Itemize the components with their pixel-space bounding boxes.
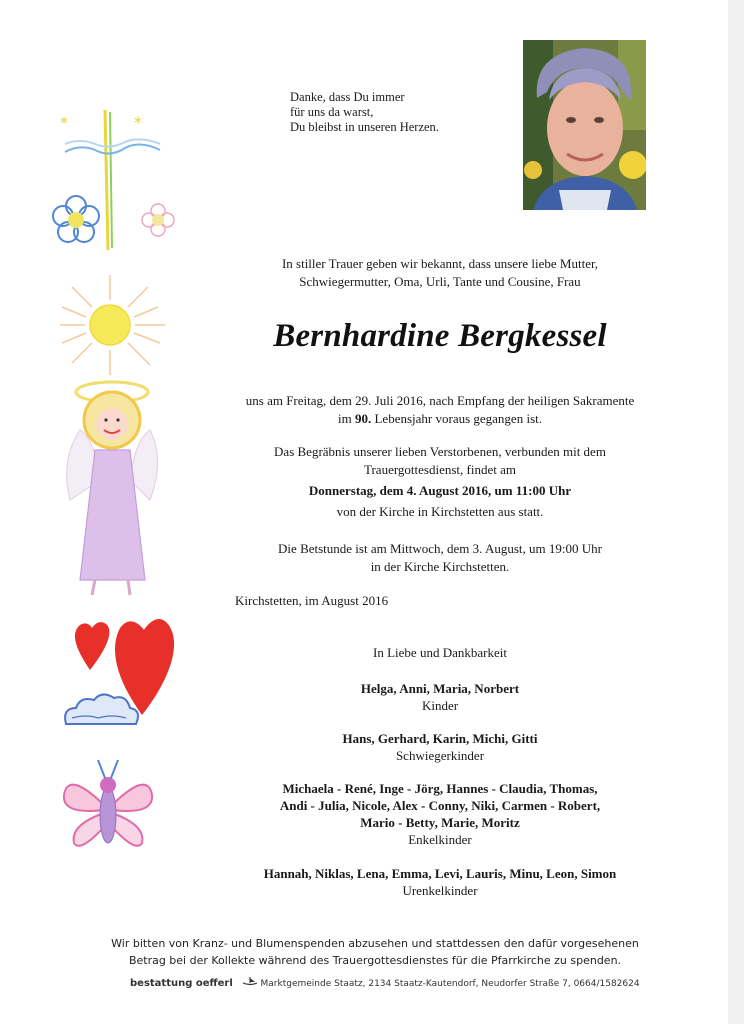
age: 90. <box>354 411 372 426</box>
passing-line <box>160 410 720 428</box>
cloud-icon <box>65 694 138 724</box>
passing-notice <box>160 392 720 428</box>
family-relation: Schwiegerkinder <box>395 748 485 763</box>
dankbarkeit-line: In Liebe und Dankbarkeit <box>373 645 507 660</box>
request-line: Betrag bei der Kollekte während des Trauergottesdienstes für die Pfarrkirche zu spenden. <box>128 954 622 967</box>
family-names: Helga, Anni, Maria, Norbert <box>360 681 520 696</box>
family-names: Mario - Betty, Marie, Moritz <box>360 815 520 830</box>
flower-icon <box>53 196 99 242</box>
ship-icon <box>242 979 261 989</box>
quote-line: für uns da warst, <box>290 105 374 119</box>
funeral-home-address: Marktgemeinde Staatz, 2134 Staatz-Kautendorf, Neudorfer Straße 7, 0664/1582624 <box>260 979 640 989</box>
funeral-line: von der Kirche in Kirchstetten aus statt. <box>336 504 544 519</box>
intro-line: Schwiegermutter, Oma, Urli, Tante und Cousine, Frau <box>299 274 581 289</box>
family-names: Hans, Gerhard, Karin, Michi, Gitti <box>342 731 538 746</box>
memorial-quote <box>290 90 500 135</box>
portrait-photo <box>523 40 646 210</box>
sun-icon <box>60 275 165 375</box>
vigil-line: Die Betstunde ist am Mittwoch, dem 3. August, um 19:00 Uhr <box>278 541 602 556</box>
quote-line: Danke, dass Du immer <box>290 90 405 104</box>
funeral-home-footer <box>130 977 690 989</box>
page-edge <box>728 0 744 1024</box>
passing-line: uns am Freitag, dem 29. Juli 2016, nach Empfang der heiligen Sakramente <box>245 393 635 408</box>
family-relation: Urenkelkinder <box>402 883 478 898</box>
svg-text:*: * <box>60 113 68 132</box>
announcement-intro <box>160 255 720 291</box>
heart-icon <box>75 622 109 670</box>
family-names: Michaela - René, Inge - Jörg, Hannes - Claudia, Thomas, <box>282 781 598 796</box>
deceased-name: Bernhardine Bergkessel <box>273 318 607 354</box>
request-line: Wir bitten von Kranz- und Blumenspenden abzusehen und stattdessen den dafür vorgesehenen <box>111 937 639 950</box>
quote-line: Du bleibst in unseren Herzen. <box>290 120 439 134</box>
family-names: Andi - Julia, Nicole, Alex - Conny, Niki, Carmen - Robert, <box>279 798 601 813</box>
family-group-kinder <box>160 680 720 714</box>
family-group-schwiegerkinder <box>160 730 720 764</box>
donation-request <box>60 935 690 969</box>
family-names: Hannah, Niklas, Lena, Emma, Levi, Lauris, Minu, Leon, Simon <box>263 866 617 881</box>
family-relation: Kinder <box>421 698 459 713</box>
funeral-date-time: Donnerstag, dem 4. August 2016, um 11:00 Uhr <box>308 483 572 498</box>
flower-icon <box>142 204 174 236</box>
butterfly-icon <box>64 760 152 846</box>
passing-text: Lebensjahr voraus gegangen ist. <box>371 411 542 426</box>
funeral-home-brand: bestattung oefferl <box>130 978 233 989</box>
intro-line: In stiller Trauer geben wir bekannt, dass unsere liebe Mutter, <box>281 256 599 271</box>
family-group-urenkelkinder <box>160 865 720 899</box>
family-group-enkelkinder <box>160 780 720 848</box>
angel-drawing-icon <box>67 382 158 595</box>
place-date: Kirchstetten, im August 2016 <box>235 593 389 608</box>
funeral-line: Das Begräbnis unserer lieben Verstorbenen, verbunden mit dem <box>274 444 606 459</box>
vigil-notice <box>160 540 720 576</box>
funeral-line: Trauergottesdienst, findet am <box>363 462 516 477</box>
family-relation: Enkelkinder <box>408 832 472 847</box>
svg-text:*: * <box>134 113 142 132</box>
vigil-line: in der Kirche Kirchstetten. <box>370 559 510 574</box>
funeral-notice <box>160 443 720 521</box>
passing-text: im <box>338 411 355 426</box>
